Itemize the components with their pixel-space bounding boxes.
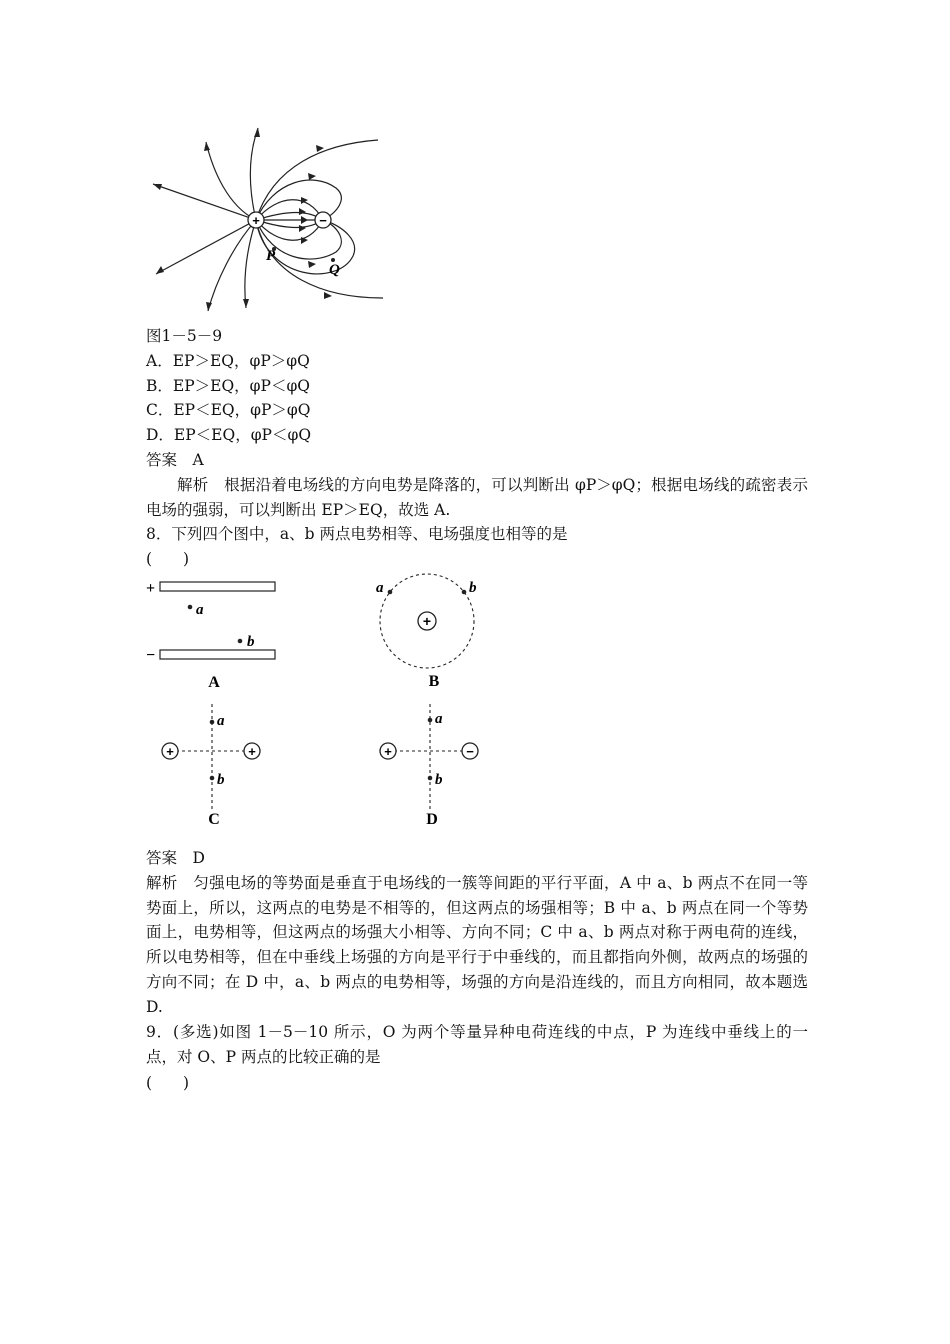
svg-text:−: − bbox=[146, 647, 156, 664]
diagram-d bbox=[378, 700, 488, 828]
point-p-label: P bbox=[266, 248, 276, 264]
svg-text:A: A bbox=[208, 674, 220, 691]
svg-text:C: C bbox=[208, 811, 220, 828]
svg-text:a: a bbox=[376, 580, 384, 596]
svg-text:+: + bbox=[248, 744, 256, 759]
q7-analysis: 解析 根据沿着电场线的方向电势是降落的，可以判断出 φP＞φQ；根据电场线的疏密表示电场的强弱，可以判断出 EP＞EQ，故选 A. bbox=[146, 476, 808, 519]
option-b: B．EP＞EQ，φP＜φQ bbox=[146, 377, 310, 395]
diagram-a bbox=[144, 578, 284, 690]
svg-text:+: + bbox=[422, 613, 432, 629]
svg-text:b: b bbox=[469, 580, 477, 596]
diagram-b bbox=[370, 572, 490, 692]
diagram-c bbox=[160, 700, 270, 828]
q9-paren: ( ) bbox=[146, 1074, 190, 1092]
svg-text:a: a bbox=[217, 713, 225, 729]
positive-charge-sign: + bbox=[252, 213, 260, 228]
svg-text:a: a bbox=[435, 711, 443, 727]
q8-stem: 8．下列四个图中，a、b 两点电势相等、电场强度也相等的是 bbox=[146, 525, 568, 543]
svg-text:B: B bbox=[428, 673, 440, 690]
svg-text:b: b bbox=[217, 772, 225, 788]
svg-text:b: b bbox=[247, 634, 255, 650]
option-d: D．EP＜EQ，φP＜φQ bbox=[146, 426, 312, 444]
svg-text:+: + bbox=[166, 744, 174, 759]
figure-field-lines bbox=[148, 126, 388, 316]
figure-caption: 图1－5－9 bbox=[146, 327, 223, 345]
q8-analysis: 解析 匀强电场的等势面是垂直于电场线的一簇等间距的平行平面，A 中 a、b 两点不在同一等势面上，所以，这两点的电势是不相等的，但这两点的场强相等；B 中 a、b 两点在同一个等势面上，电势相等，但这两点的场强大小相等、方向不同；C 中 a、b 两点对称于两电荷的连线，所以电势相等，但在中垂线上场强的方向是平行于中垂线的，而且都指向外侧，故两点的场强的方向不同；在 D 中，a、b 两点的电势相等，场强的方向是沿连线的，而且方向相同，故本题选 D. bbox=[146, 874, 808, 1016]
q7-answer: 答案 A bbox=[146, 451, 204, 469]
svg-text:−: − bbox=[466, 744, 474, 759]
option-a: A．EP＞EQ，φP＞φQ bbox=[146, 352, 310, 370]
svg-text:D: D bbox=[426, 811, 438, 828]
q9-stem: 9．(多选)如图 1－5－10 所示，O 为两个等量异种电荷连线的中点，P 为连线中垂线上的一点，对 O、P 两点的比较正确的是 bbox=[146, 1023, 808, 1066]
option-c: C．EP＜EQ，φP＞φQ bbox=[146, 401, 311, 419]
svg-text:a: a bbox=[196, 602, 204, 618]
q8-paren: ( ) bbox=[146, 550, 190, 568]
svg-text:+: + bbox=[384, 744, 392, 759]
svg-text:+: + bbox=[146, 580, 156, 597]
negative-charge-sign: − bbox=[319, 213, 327, 228]
svg-text:b: b bbox=[435, 772, 443, 788]
q8-answer: 答案 D bbox=[146, 849, 205, 867]
point-q-label: Q bbox=[329, 262, 340, 278]
